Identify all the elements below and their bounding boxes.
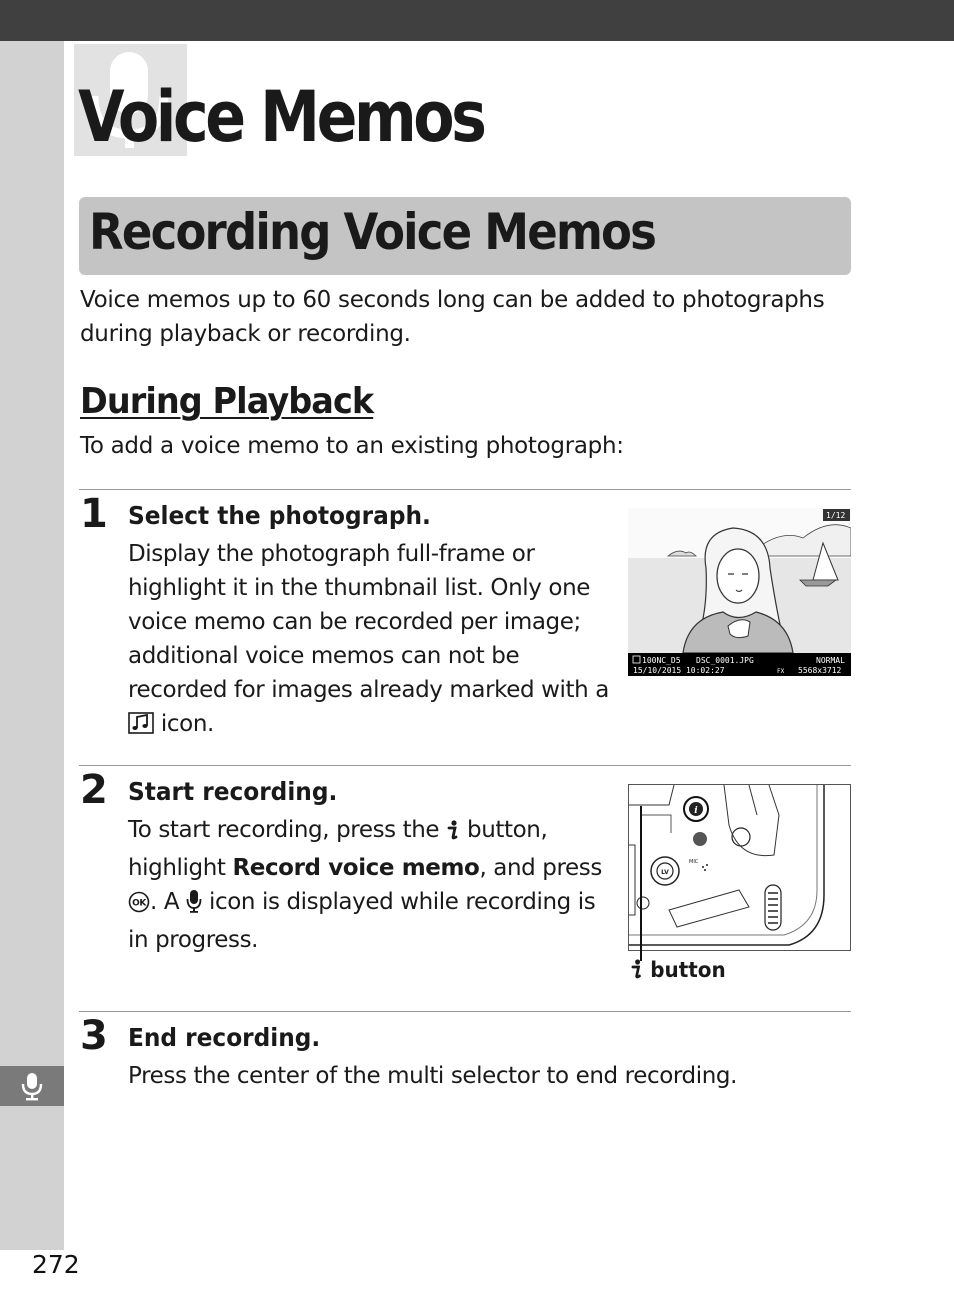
subsection-intro: To add a voice memo to an existing photograph: [80,433,624,459]
step-body-text: Display the photograph full-frame or highlight it in the thumbnail list. Only one voice memo can be recorded per image; additional voice memos can not be recorded for images already marked with a [128,541,609,703]
section-intro: Voice memos up to 60 seconds long can be added to photographs during playback or recording. [80,287,825,347]
step-body [128,813,618,957]
step-body-text: icon. [154,711,214,737]
playback-screen-image [628,508,851,676]
camera-controls-drawing [629,785,850,950]
ok-button-icon [128,889,150,923]
step-number: 2 [80,767,108,813]
i-button-icon [630,958,643,985]
date-time: 15/10/2015 10:02:27 [633,666,725,675]
step-title: Select the photograph. [128,501,431,530]
file-name: DSC_0001.JPG [696,656,754,665]
step-divider [79,1011,851,1012]
step-body-text: . A [150,889,187,915]
step-body [128,537,618,745]
microphone-icon [186,889,202,923]
step-body: Press the center of the multi selector to end recording. [128,1063,737,1089]
step-body-text: To start recording, press the [128,817,447,843]
page-number: 272 [32,1250,80,1279]
step-title: Start recording. [128,777,338,806]
folder-name: 100NC_D5 [642,656,681,665]
image-area: FX [777,668,785,675]
step-body-text: , and press [479,855,602,881]
step-number: 3 [80,1013,108,1059]
step-divider [79,765,851,766]
svg-text:OK: OK [132,898,146,909]
step-body-text: icon is displayed while recording is in progress. [128,889,596,953]
chapter-tab[interactable] [0,1066,64,1106]
svg-text:LV: LV [661,869,669,876]
image-size: 5568x3712 [798,666,842,675]
step-title: End recording. [128,1023,321,1052]
camera-back-illustration [628,784,851,951]
svg-text:MIC: MIC [689,859,699,865]
voice-memo-note-icon [128,711,154,745]
step-divider [79,489,851,490]
image-quality: NORMAL [816,656,845,665]
callout-leader-line [640,806,642,961]
i-button-callout [630,958,726,985]
i-button-icon [446,817,460,851]
microphone-icon [19,1071,45,1101]
playback-photo-illustration [628,508,851,676]
subsection-title: During Playback [80,381,374,422]
frame-counter: 1/12 [826,511,846,520]
section-title: Recording Voice Memos [89,203,656,261]
step-number: 1 [80,491,108,537]
step-body-text: button, highlight [128,817,548,881]
menu-item-record-voice-memo: Record voice memo [232,855,480,881]
chapter-title: Voice Memos [78,76,484,158]
svg-text:i: i [694,806,698,816]
top-bar [0,0,954,41]
callout-label-text: button [650,958,726,982]
